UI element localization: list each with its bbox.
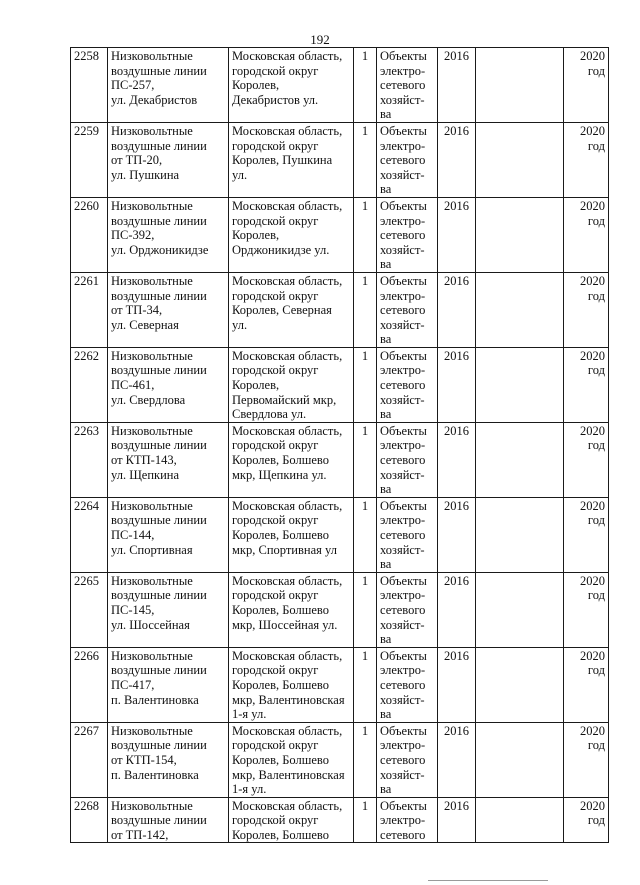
- deadline-cell: 2020 год: [564, 197, 609, 272]
- year-cell: 2016: [438, 797, 476, 843]
- year-cell: 2016: [438, 122, 476, 197]
- count-cell: 1: [354, 722, 377, 797]
- year-cell: 2016: [438, 422, 476, 497]
- row-number-cell: 2263: [71, 422, 108, 497]
- address-cell: Московская область, городской округ Королев, Декабристов ул.: [229, 48, 354, 123]
- year-cell: 2016: [438, 347, 476, 422]
- table-row: [71, 572, 609, 647]
- empty-cell: [476, 422, 564, 497]
- count-cell: 1: [354, 572, 377, 647]
- object-type-cell: Объекты электро- сетевого хозяйст- ва: [377, 722, 438, 797]
- year-cell: 2016: [438, 647, 476, 722]
- deadline-cell: 2020 год: [564, 48, 609, 123]
- object-name-cell: Низковольтные воздушные линии от КТП-143, ул. Щепкина: [108, 422, 229, 497]
- address-cell: Московская область, городской округ Королев, Первомайский мкр, Свердлова ул.: [229, 347, 354, 422]
- row-number-cell: 2261: [71, 272, 108, 347]
- row-number-cell: 2267: [71, 722, 108, 797]
- address-cell: Московская область, городской округ Королев, Северная ул.: [229, 272, 354, 347]
- table-row: [71, 422, 609, 497]
- address-cell: Московская область, городской округ Королев, Орджоникидзе ул.: [229, 197, 354, 272]
- object-type-cell: Объекты электро- сетевого: [377, 797, 438, 843]
- empty-cell: [476, 797, 564, 843]
- registry-table: [70, 47, 609, 843]
- empty-cell: [476, 722, 564, 797]
- table-row: [71, 197, 609, 272]
- object-name-cell: Низковольтные воздушные линии ПС-461, ул. Свердлова: [108, 347, 229, 422]
- year-cell: 2016: [438, 497, 476, 572]
- address-cell: Московская область, городской округ Королев, Болшево мкр, Шоссейная ул.: [229, 572, 354, 647]
- object-type-cell: Объекты электро- сетевого хозяйст- ва: [377, 347, 438, 422]
- object-type-cell: Объекты электро- сетевого хозяйст- ва: [377, 272, 438, 347]
- scan-mark: [428, 880, 548, 881]
- empty-cell: [476, 647, 564, 722]
- object-name-cell: Низковольтные воздушные линии ПС-144, ул. Спортивная: [108, 497, 229, 572]
- row-number-cell: 2265: [71, 572, 108, 647]
- row-number-cell: 2262: [71, 347, 108, 422]
- object-type-cell: Объекты электро- сетевого хозяйст- ва: [377, 572, 438, 647]
- empty-cell: [476, 572, 564, 647]
- row-number-cell: 2264: [71, 497, 108, 572]
- address-cell: Московская область, городской округ Королев, Болшево мкр, Спортивная ул: [229, 497, 354, 572]
- table-row: [71, 48, 609, 123]
- deadline-cell: 2020 год: [564, 122, 609, 197]
- address-cell: Московская область, городской округ Королев, Болшево мкр, Валентиновская 1-я ул.: [229, 647, 354, 722]
- table-row: [71, 272, 609, 347]
- deadline-cell: 2020 год: [564, 647, 609, 722]
- row-number-cell: 2258: [71, 48, 108, 123]
- count-cell: 1: [354, 272, 377, 347]
- count-cell: 1: [354, 422, 377, 497]
- deadline-cell: 2020 год: [564, 797, 609, 843]
- table-row: [71, 647, 609, 722]
- object-type-cell: Объекты электро- сетевого хозяйст- ва: [377, 422, 438, 497]
- row-number-cell: 2268: [71, 797, 108, 843]
- table-row: [71, 497, 609, 572]
- address-cell: Московская область, городской округ Королев, Болшево мкр, Щепкина ул.: [229, 422, 354, 497]
- address-cell: Московская область, городской округ Королев, Пушкина ул.: [229, 122, 354, 197]
- year-cell: 2016: [438, 722, 476, 797]
- table-row: [71, 722, 609, 797]
- empty-cell: [476, 122, 564, 197]
- table-row: [71, 122, 609, 197]
- page-number: 192: [310, 32, 330, 47]
- deadline-cell: 2020 год: [564, 347, 609, 422]
- object-name-cell: Низковольтные воздушные линии ПС-417, п. Валентиновка: [108, 647, 229, 722]
- count-cell: 1: [354, 797, 377, 843]
- year-cell: 2016: [438, 572, 476, 647]
- object-name-cell: Низковольтные воздушные линии ПС-257, ул. Декабристов: [108, 48, 229, 123]
- object-type-cell: Объекты электро- сетевого хозяйст- ва: [377, 647, 438, 722]
- row-number-cell: 2259: [71, 122, 108, 197]
- deadline-cell: 2020 год: [564, 497, 609, 572]
- empty-cell: [476, 497, 564, 572]
- object-name-cell: Низковольтные воздушные линии от ТП-142,: [108, 797, 229, 843]
- deadline-cell: 2020 год: [564, 422, 609, 497]
- empty-cell: [476, 48, 564, 123]
- registry-table-body: [71, 48, 609, 843]
- object-name-cell: Низковольтные воздушные линии ПС-392, ул. Орджоникидзе: [108, 197, 229, 272]
- count-cell: 1: [354, 197, 377, 272]
- count-cell: 1: [354, 347, 377, 422]
- count-cell: 1: [354, 497, 377, 572]
- count-cell: 1: [354, 122, 377, 197]
- table-row: [71, 797, 609, 843]
- row-number-cell: 2260: [71, 197, 108, 272]
- deadline-cell: 2020 год: [564, 572, 609, 647]
- count-cell: 1: [354, 647, 377, 722]
- object-type-cell: Объекты электро- сетевого хозяйст- ва: [377, 122, 438, 197]
- object-name-cell: Низковольтные воздушные линии от КТП-154, п. Валентиновка: [108, 722, 229, 797]
- object-type-cell: Объекты электро- сетевого хозяйст- ва: [377, 497, 438, 572]
- empty-cell: [476, 197, 564, 272]
- empty-cell: [476, 272, 564, 347]
- object-type-cell: Объекты электро- сетевого хозяйст- ва: [377, 48, 438, 123]
- count-cell: 1: [354, 48, 377, 123]
- deadline-cell: 2020 год: [564, 272, 609, 347]
- row-number-cell: 2266: [71, 647, 108, 722]
- year-cell: 2016: [438, 197, 476, 272]
- object-name-cell: Низковольтные воздушные линии от ТП-20, ул. Пушкина: [108, 122, 229, 197]
- address-cell: Московская область, городской округ Королев, Болшево мкр, Валентиновская 1-я ул.: [229, 722, 354, 797]
- year-cell: 2016: [438, 272, 476, 347]
- table-row: [71, 347, 609, 422]
- deadline-cell: 2020 год: [564, 722, 609, 797]
- object-name-cell: Низковольтные воздушные линии ПС-145, ул. Шоссейная: [108, 572, 229, 647]
- year-cell: 2016: [438, 48, 476, 123]
- object-type-cell: Объекты электро- сетевого хозяйст- ва: [377, 197, 438, 272]
- object-name-cell: Низковольтные воздушные линии от ТП-34, ул. Северная: [108, 272, 229, 347]
- address-cell: Московская область, городской округ Королев, Болшево: [229, 797, 354, 843]
- empty-cell: [476, 347, 564, 422]
